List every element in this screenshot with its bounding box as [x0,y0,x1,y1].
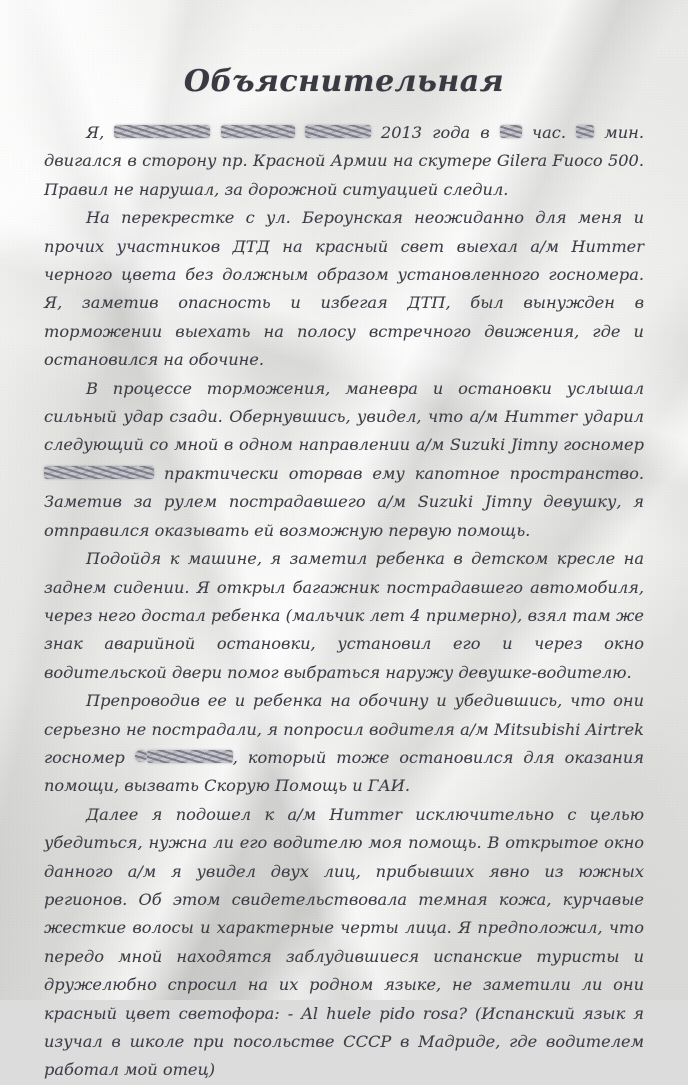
paragraph: Я, 2013 года в час. мин. двигался в сторону пр. Красной Армии на скутере Gilera Fuoco 500. Правил не нарушал, за дорожной ситуацией следил. [44,123,644,199]
redaction-mark [305,125,371,138]
paragraph: Далее я подошел к а/м Hummer исключительно с целью убедиться, нужна ли его водителю моя помощь. В открытое окно данного а/м я увидел двух лиц, прибывших явно из южных регионов. Об этом свидетельствовала темная кожа, курчавые жесткие волосы и характерные черты лица. Я предположил, что передо мной находятся заблудившиеся испанские туристы и дружелюбно спросил на их родном языке, не заметили ли они красный цвет светофора: - Al huele pido rosa? (Испанский язык я изучал в школе при посольстве СССР в Мадриде, где водителем работал мой отец) [44,804,644,1080]
document-body [44,119,644,1085]
paragraph: В процессе торможения, маневра и остановки услышал сильный удар сзади. Обернувшись, увидел, что а/м Hummer ударил следующий со мной в одном направлении а/м Suzuki Jimny госномер практически оторвав ему капотное пространство. Заметив за рулем пострадавшего а/м Suzuki Jimny девушку, я отправился оказывать ей возможную первую помощь. [44,378,644,540]
redaction-mark [221,125,295,138]
redaction-mark [114,125,210,138]
redaction-mark [135,750,147,762]
paragraph: Препроводив ее и ребенка на обочину и убедившись, что они серьезно не пострадали, я попросил водителя а/м Mitsubishi Airtrek госномер , который тоже остановился для оказания помощи, вызвать Скорую Помощь и ГАИ. [44,691,644,796]
redaction-mark [500,125,522,138]
paragraph: На перекрестке с ул. Бероунская неожиданно для меня и прочих участников ДТД на красный свет выехал а/м Hummer черного цвета без должным образом установленного госномера. Я, заметив опасность и избегая ДТП, был вынужден в торможении выехать на полосу встречного движения, где и остановился на обочине. [44,208,644,370]
page-title: Объяснительная [183,64,505,99]
redaction-mark [576,125,594,138]
paragraph: Подойдя к машине, я заметил ребенка в детском кресле на заднем сидении. Я открыл багажник пострадавшего автомобиля, через него достал ребенка (мальчик лет 4 примерно), взял там же знак аварийной остановки, установил его и через окно водительской двери помог выбраться наружу девушке-водителю. [44,549,644,682]
redaction-mark [147,750,233,763]
redaction-mark [44,466,154,479]
